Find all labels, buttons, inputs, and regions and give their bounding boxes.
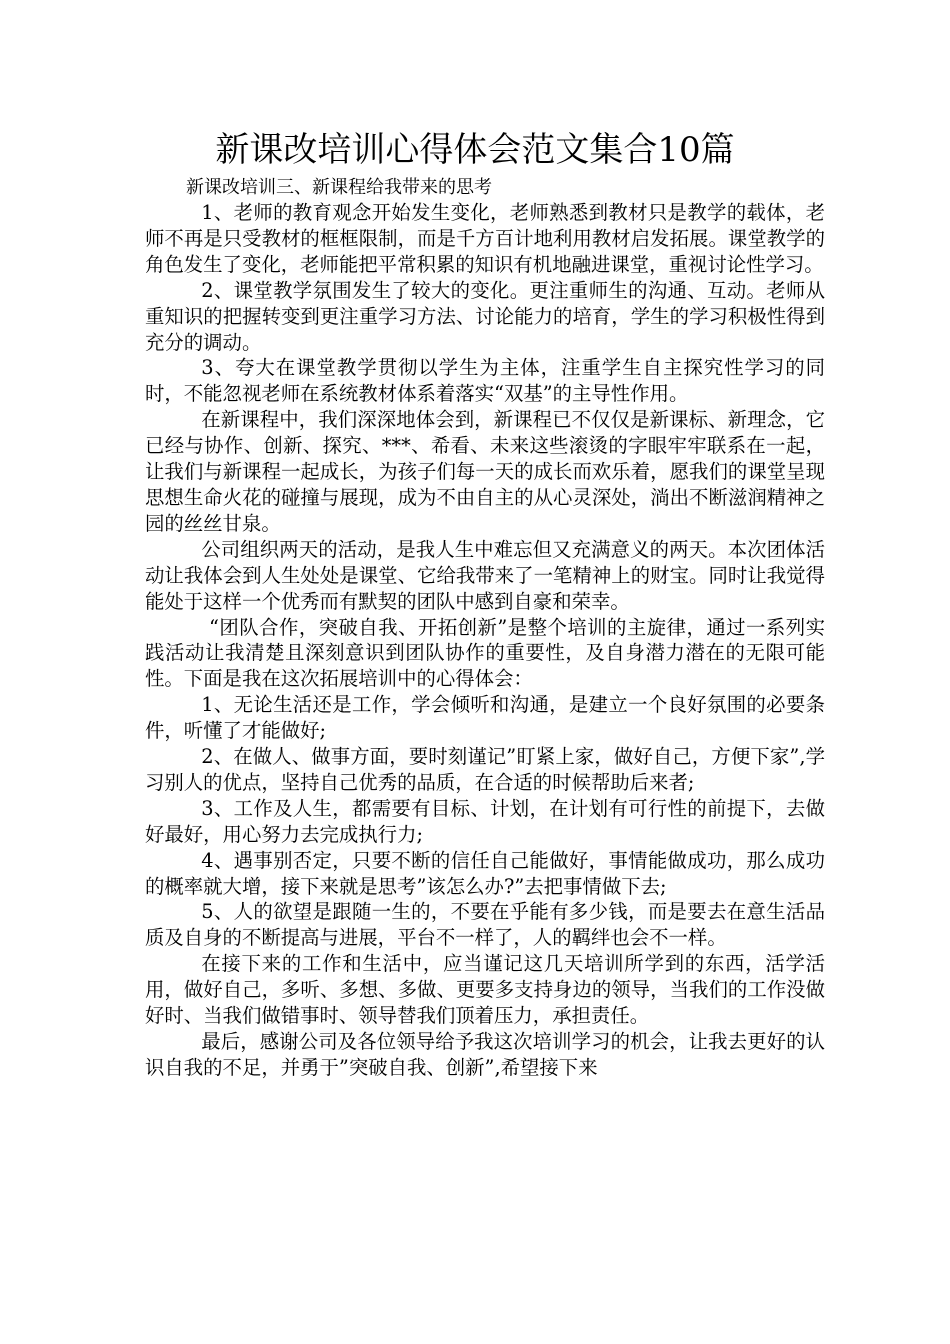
paragraph-1: 1、老师的教育观念开始发生变化，老师熟悉到教材只是教学的载体，老师不再是只受教材的框框限制，而是千方百计地利用教材启发拓展。课堂教学的角色发生了变化，老师能把平常积累的知识有机地融进课堂，重视讨论性学习。: [145, 201, 825, 276]
document-subtitle: 新课改培训三、新课程给我带来的思考: [186, 177, 492, 198]
paragraph-12: 在接下来的工作和生活中，应当谨记这几天培训所学到的东西，活学活用，做好自己，多听、多想、多做、更要多支持身边的领导，当我们的工作没做好时、当我们做错事时、领导替我们顶着压力，承担责任。: [145, 952, 825, 1028]
paragraph-4: 在新课程中，我们深深地体会到，新课程已不仅仅是新课标、新理念，它已经与协作、创新、探究、***、希看、未来这些滚烫的字眼牢牢联系在一起，让我们与新课程一起成长，为孩子们每一天的成长而欢乐着，愿我们的课堂呈现思想生命火花的碰撞与展现，成为不由自主的从心灵深处，淌出不断滋润精神之园的丝丝甘泉。: [145, 408, 825, 535]
paragraph-13: 最后，感谢公司及各位领导给予我这次培训学习的机会，让我去更好的认识自我的不足，并勇于”突破自我、创新”,希望接下来: [145, 1030, 825, 1079]
paragraph-6: “团队合作，突破自我、开拓创新”是整个培训的主旋律，通过一系列实践活动让我清楚且深刻意识到团队协作的重要性，及自身潜力潜在的无限可能性。下面是我在这次拓展培训中的心得体会：: [145, 615, 825, 691]
document-title: 新课改培训心得体会范文集合10篇: [215, 130, 735, 170]
paragraph-8: 2、在做人、做事方面，要时刻谨记”盯紧上家，做好自己，方便下家”,学习别人的优点，坚持自己优秀的品质，在合适的时候帮助后来者;: [145, 745, 825, 794]
paragraph-10: 4、遇事别否定，只要不断的信任自己能做好，事情能做成功，那么成功的概率就大增，接下来就是思考”该怎么办?”去把事情做下去;: [145, 848, 825, 898]
paragraph-3: 3、夸大在课堂教学贯彻以学生为主体，注重学生自主探究性学习的同时，不能忽视老师在系统教材体系着落实“双基”的主导性作用。: [145, 356, 825, 406]
paragraph-9: 3、工作及人生，都需要有目标、计划，在计划有可行性的前提下，去做好最好，用心努力去完成执行力;: [145, 796, 825, 846]
paragraph-7: 1、无论生活还是工作，学会倾听和沟通，是建立一个良好氛围的必要条件，听懂了才能做好;: [145, 693, 825, 743]
paragraph-11: 5、人的欲望是跟随一生的，不要在乎能有多少钱，而是要去在意生活品质及自身的不断提高与进展，平台不一样了，人的羁绊也会不一样。: [145, 900, 825, 950]
paragraph-2: 2、课堂教学氛围发生了较大的变化。更注重师生的沟通、互动。老师从重知识的把握转变到更注重学习方法、讨论能力的培育，学生的学习积极性得到充分的调动。: [145, 278, 825, 354]
document-body: [145, 200, 825, 1081]
paragraph-5: 公司组织两天的活动，是我人生中难忘但又充满意义的两天。本次团体活动让我体会到人生处处是课堂、它给我带来了一笔精神上的财宝。同时让我觉得能处于这样一个优秀而有默契的团队中感到自豪和荣幸。: [145, 537, 825, 613]
